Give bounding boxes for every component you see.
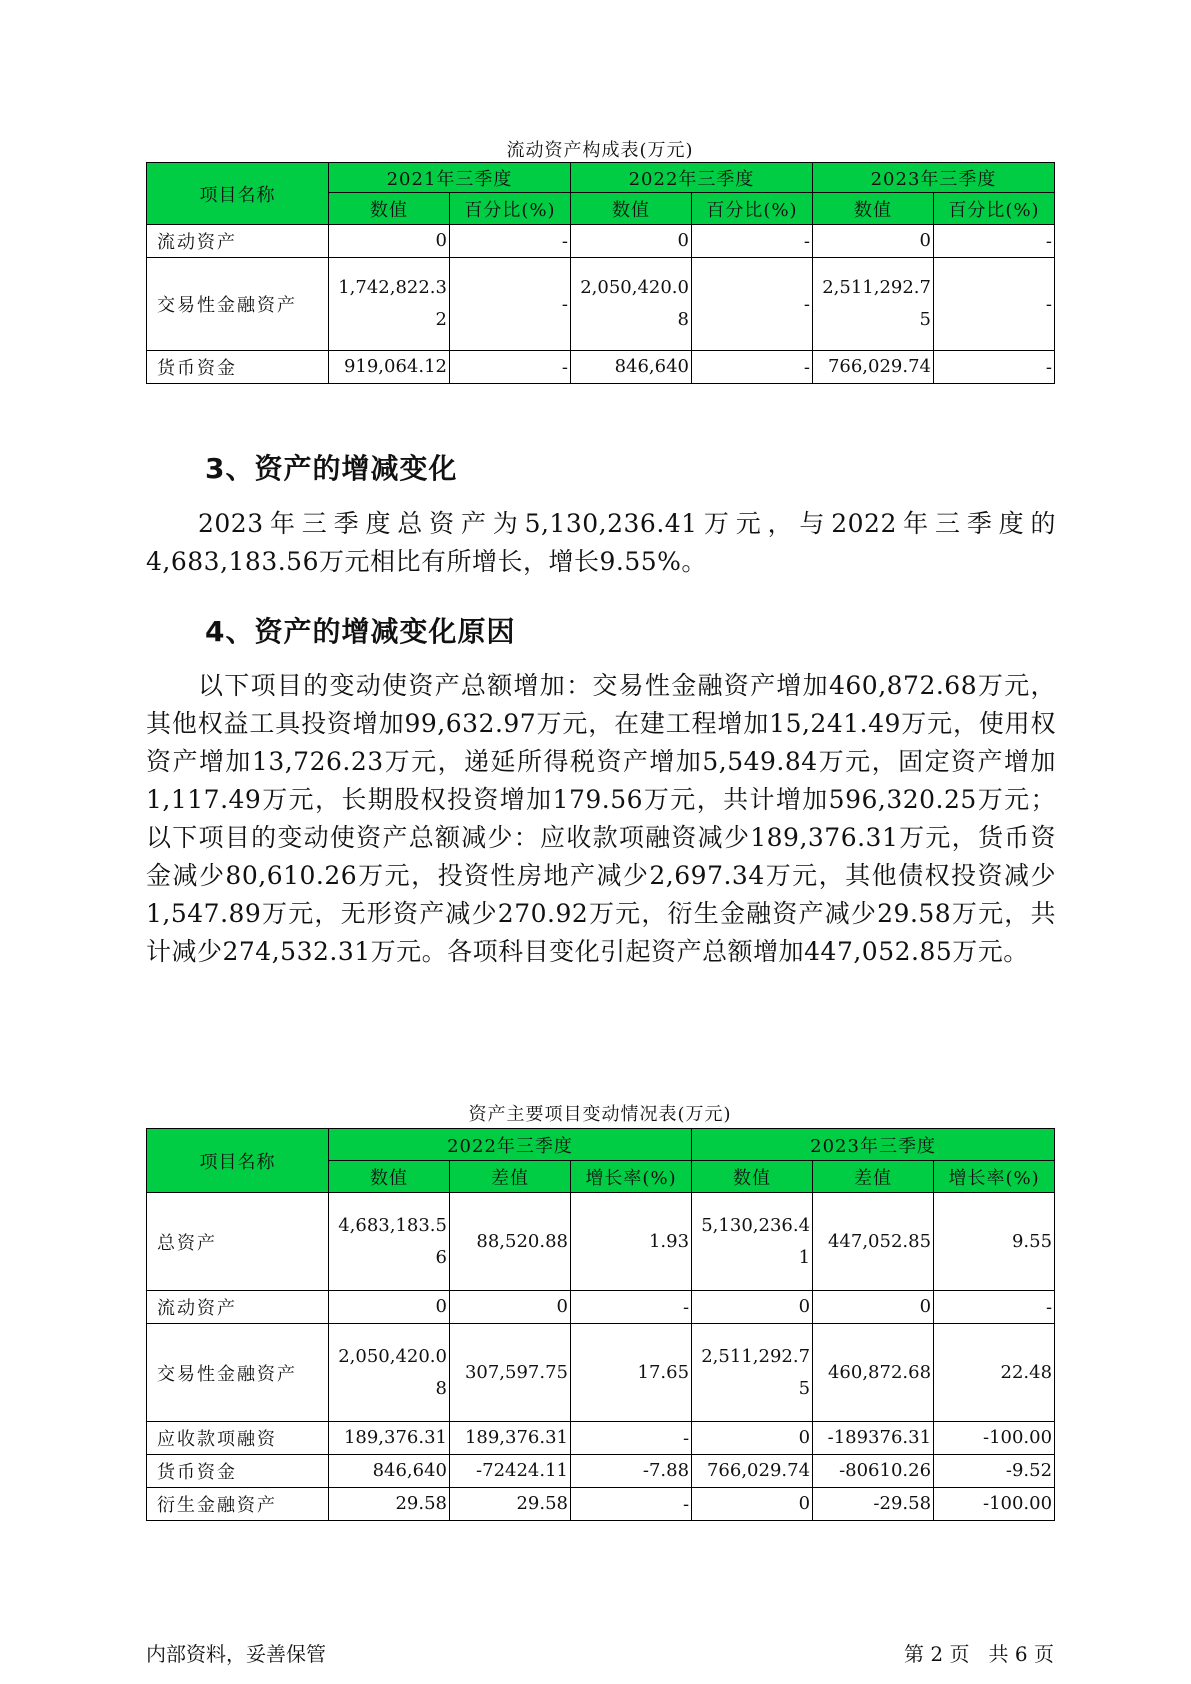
table1-sub-value: 数值 xyxy=(329,193,450,225)
row-label: 货币资金 xyxy=(147,351,329,384)
cell-value: 0 xyxy=(692,1291,813,1324)
cell-value: 2,511,292.75 xyxy=(813,258,934,351)
section4-heading: 4、资产的增减变化原因 xyxy=(205,615,516,648)
cell-growth: - xyxy=(571,1488,692,1521)
table1-caption: 流动资产构成表(万元) xyxy=(506,140,694,161)
table-row xyxy=(147,1291,1055,1324)
cell-diff: 88,520.88 xyxy=(450,1193,571,1291)
row-label: 交易性金融资产 xyxy=(147,258,329,351)
cell-diff: 307,597.75 xyxy=(450,1324,571,1422)
section3-paragraph: 2023年三季度总资产为5,130,236.41万元，与2022年三季度的4,683,183.56万元相比有所增长，增长9.55%。 xyxy=(146,509,1056,576)
row-label: 衍生金融资产 xyxy=(147,1488,329,1521)
cell-percent: - xyxy=(450,351,571,384)
table-row xyxy=(147,1422,1055,1455)
cell-value: 189,376.31 xyxy=(329,1422,450,1455)
row-label: 总资产 xyxy=(147,1193,329,1291)
cell-value: 846,640 xyxy=(329,1455,450,1488)
cell-diff: -72424.11 xyxy=(450,1455,571,1488)
table2-sub-diff: 差值 xyxy=(450,1161,571,1193)
table1-period-2022: 2022年三季度 xyxy=(571,163,813,193)
cell-value: 0 xyxy=(571,225,692,258)
table2-period-2023: 2023年三季度 xyxy=(692,1129,1055,1161)
cell-growth: -100.00 xyxy=(934,1422,1055,1455)
table2-period-2022: 2022年三季度 xyxy=(329,1129,692,1161)
cell-growth: -7.88 xyxy=(571,1455,692,1488)
cell-value: 0 xyxy=(813,225,934,258)
table-row xyxy=(147,225,1055,258)
cell-value: 766,029.74 xyxy=(692,1455,813,1488)
table-row xyxy=(147,1455,1055,1488)
cell-growth: -100.00 xyxy=(934,1488,1055,1521)
cell-diff: -189376.31 xyxy=(813,1422,934,1455)
table1-period-2021: 2021年三季度 xyxy=(329,163,571,193)
cell-percent: - xyxy=(934,258,1055,351)
table-row xyxy=(147,258,1055,351)
cell-diff: 0 xyxy=(450,1291,571,1324)
cell-value: 4,683,183.56 xyxy=(329,1193,450,1291)
cell-value: 1,742,822.32 xyxy=(329,258,450,351)
current-assets-table xyxy=(146,162,1055,384)
table2-sub-value: 数值 xyxy=(329,1161,450,1193)
cell-percent: - xyxy=(692,258,813,351)
table1-period-2023: 2023年三季度 xyxy=(813,163,1055,193)
table-row xyxy=(147,351,1055,384)
cell-diff: -29.58 xyxy=(813,1488,934,1521)
cell-growth: 1.93 xyxy=(571,1193,692,1291)
table-row xyxy=(147,1193,1055,1291)
cell-diff: 29.58 xyxy=(450,1488,571,1521)
cell-percent: - xyxy=(934,351,1055,384)
cell-growth: - xyxy=(571,1291,692,1324)
cell-diff: -80610.26 xyxy=(813,1455,934,1488)
cell-percent: - xyxy=(692,225,813,258)
cell-diff: 460,872.68 xyxy=(813,1324,934,1422)
cell-value: 29.58 xyxy=(329,1488,450,1521)
section4-paragraph: 以下项目的变动使资产总额增加：交易性金融资产增加460,872.68万元，其他权益工具投资增加99,632.97万元，在建工程增加15,241.49万元，使用权资产增加13,726.23万元，递延所得税资产增加5,549.84万元，固定资产增加1,117.49万元，长期股权投资增加179.56万元，共计增加596,320.25万元；以下项目的变动使资产总额减少：应收款项融资减少189,376.31万元，货币资金减少80,610.26万元，投资性房地产减少2,697.34万元，其他债权投资减少1,547.89万元，无形资产减少270.92万元，衍生金融资产减少29.58万元，共计减少274,532.31万元。各项科目变化引起资产总额增加447,052.85万元。 xyxy=(146,671,1056,966)
cell-value: 2,050,420.08 xyxy=(329,1324,450,1422)
cell-value: 2,050,420.08 xyxy=(571,258,692,351)
cell-growth: - xyxy=(934,1291,1055,1324)
table2-sub-value: 数值 xyxy=(692,1161,813,1193)
cell-growth: 9.55 xyxy=(934,1193,1055,1291)
cell-growth: 22.48 xyxy=(934,1324,1055,1422)
cell-percent: - xyxy=(934,225,1055,258)
table1-sub-percent: 百分比(%) xyxy=(934,193,1055,225)
cell-value: 846,640 xyxy=(571,351,692,384)
cell-value: 2,511,292.75 xyxy=(692,1324,813,1422)
row-label: 流动资产 xyxy=(147,1291,329,1324)
section3-heading: 3、资产的增减变化 xyxy=(205,452,458,485)
cell-value: 0 xyxy=(329,1291,450,1324)
cell-diff: 0 xyxy=(813,1291,934,1324)
table2-sub-growth: 增长率(%) xyxy=(934,1161,1055,1193)
row-label: 流动资产 xyxy=(147,225,329,258)
cell-value: 0 xyxy=(692,1422,813,1455)
cell-value: 919,064.12 xyxy=(329,351,450,384)
cell-value: 0 xyxy=(329,225,450,258)
asset-changes-table xyxy=(146,1128,1055,1521)
cell-diff: 447,052.85 xyxy=(813,1193,934,1291)
cell-value: 0 xyxy=(692,1488,813,1521)
cell-value: 766,029.74 xyxy=(813,351,934,384)
cell-growth: - xyxy=(571,1422,692,1455)
table2-sub-diff: 差值 xyxy=(813,1161,934,1193)
row-label: 货币资金 xyxy=(147,1455,329,1488)
table1-sub-percent: 百分比(%) xyxy=(692,193,813,225)
table1-sub-value: 数值 xyxy=(571,193,692,225)
footer-page-number: 第 2 页 共 6 页 xyxy=(904,1642,1054,1666)
cell-percent: - xyxy=(450,225,571,258)
cell-diff: 189,376.31 xyxy=(450,1422,571,1455)
cell-value: 5,130,236.41 xyxy=(692,1193,813,1291)
table1-sub-percent: 百分比(%) xyxy=(450,193,571,225)
table2-header-item: 项目名称 xyxy=(147,1129,329,1193)
footer-confidential-note: 内部资料，妥善保管 xyxy=(146,1642,326,1666)
table2-caption: 资产主要项目变动情况表(万元) xyxy=(468,1104,732,1125)
row-label: 应收款项融资 xyxy=(147,1422,329,1455)
table1-header-item: 项目名称 xyxy=(147,163,329,225)
cell-percent: - xyxy=(450,258,571,351)
cell-percent: - xyxy=(692,351,813,384)
table-row xyxy=(147,1488,1055,1521)
row-label: 交易性金融资产 xyxy=(147,1324,329,1422)
table1-sub-value: 数值 xyxy=(813,193,934,225)
cell-growth: -9.52 xyxy=(934,1455,1055,1488)
cell-growth: 17.65 xyxy=(571,1324,692,1422)
table-row xyxy=(147,1324,1055,1422)
table2-sub-growth: 增长率(%) xyxy=(571,1161,692,1193)
